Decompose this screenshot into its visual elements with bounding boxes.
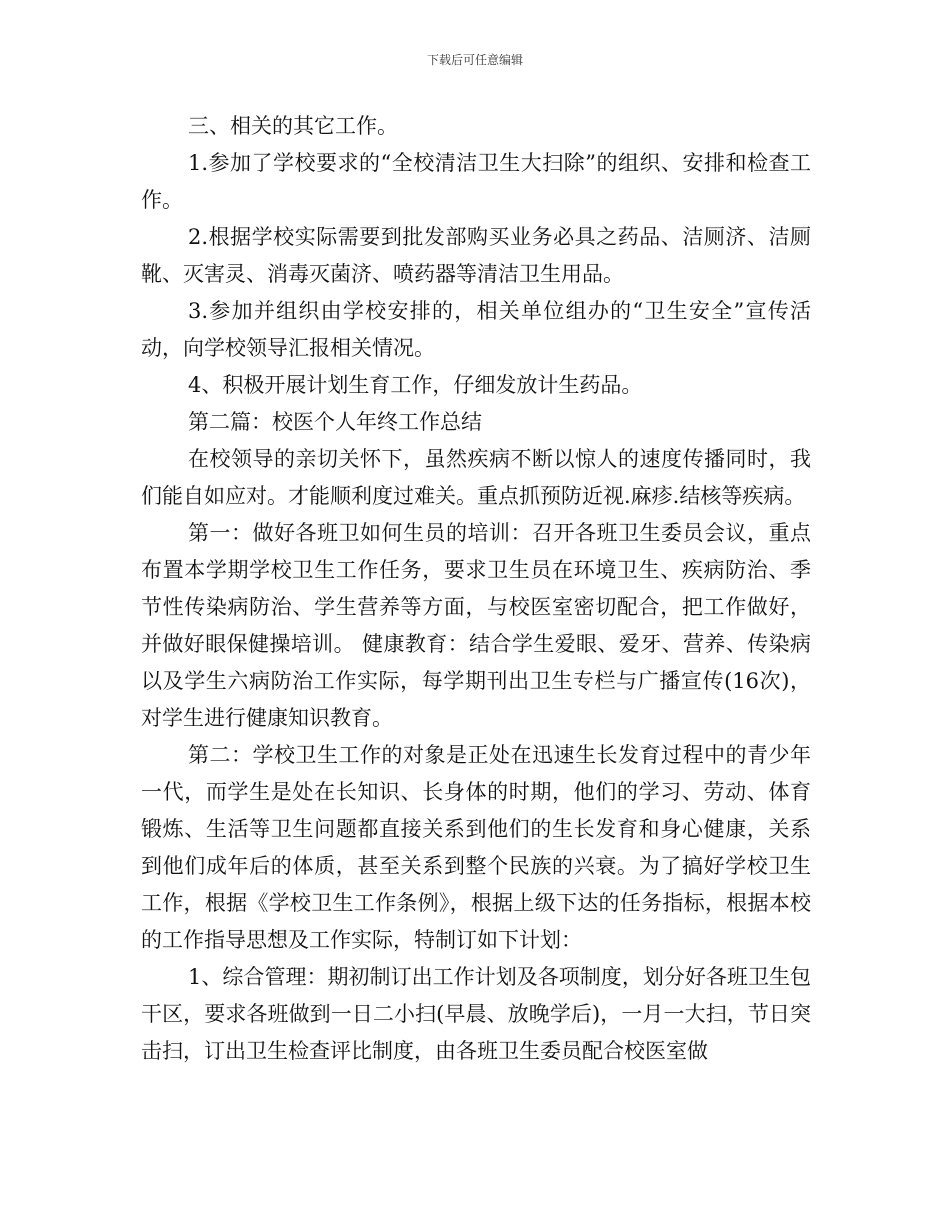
paragraph-first: 第一：做好各班卫如何生员的培训：召开各班卫生委员会议，重点布置本学期学校卫生工作任务，要求卫生员在环境卫生、疾病防治、季节性传染病防治、学生营养等方面，与校医室密切配合，把工作做好，并做好眼保健操培训。 健康教育：结合学生爱眼、爱牙、营养、传染病以及学生六病防治工作实际，每学期刊出卫生专栏与广播宣传(16次)，对学生进行健康知识教育。: [141, 521, 811, 730]
paragraph-item-4: 4、积极开展计划生育工作，仔细发放计生药品。: [188, 373, 643, 397]
paragraph-management: 1、综合管理：期初制订出工作计划及各项制度，划分好各班卫生包干区，要求各班做到一日二小扫(早晨、放晚学后)，一月一大扫，节日突击扫，订出卫生检查评比制度，由各班卫生委员配合校医室做: [141, 965, 811, 1063]
section-title-part-two: 第二篇：校医个人年终工作总结: [188, 410, 482, 434]
document-body: [141, 108, 811, 1070]
paragraph-section-three: 三、相关的其它工作。: [188, 114, 398, 138]
page-header: 下载后可任意编辑: [426, 53, 523, 67]
paragraph-item-1: 1.参加了学校要求的“全校清洁卫生大扫除”的组织、安排和检查工作。: [141, 151, 811, 212]
paragraph-item-2: 2.根据学校实际需要到批发部购买业务必具之药品、洁厕济、洁厕靴、灭害灵、消毒灭菌济、喷药器等清洁卫生用品。: [141, 225, 811, 286]
paragraph-item-3: 3.参加并组织由学校安排的，相关单位组办的“卫生安全”宣传活动，向学校领导汇报相关情况。: [141, 299, 811, 360]
paragraph-second: 第二：学校卫生工作的对象是正处在迅速生长发育过程中的青少年一代，而学生是处在长知识、长身体的时期，他们的学习、劳动、体育锻炼、生活等卫生问题都直接关系到他们的生长发育和身心健康，关系到他们成年后的体质，甚至关系到整个民族的兴衰。为了搞好学校卫生工作，根据《学校卫生工作条例》，根据上级下达的任务指标，根据本校的工作指导思想及工作实际，特制订如下计划：: [141, 743, 811, 952]
paragraph-intro: 在校领导的亲切关怀下，虽然疾病不断以惊人的速度传播同时，我们能自如应对。才能顺利度过难关。重点抓预防近视.麻疹.结核等疾病。: [141, 447, 811, 508]
